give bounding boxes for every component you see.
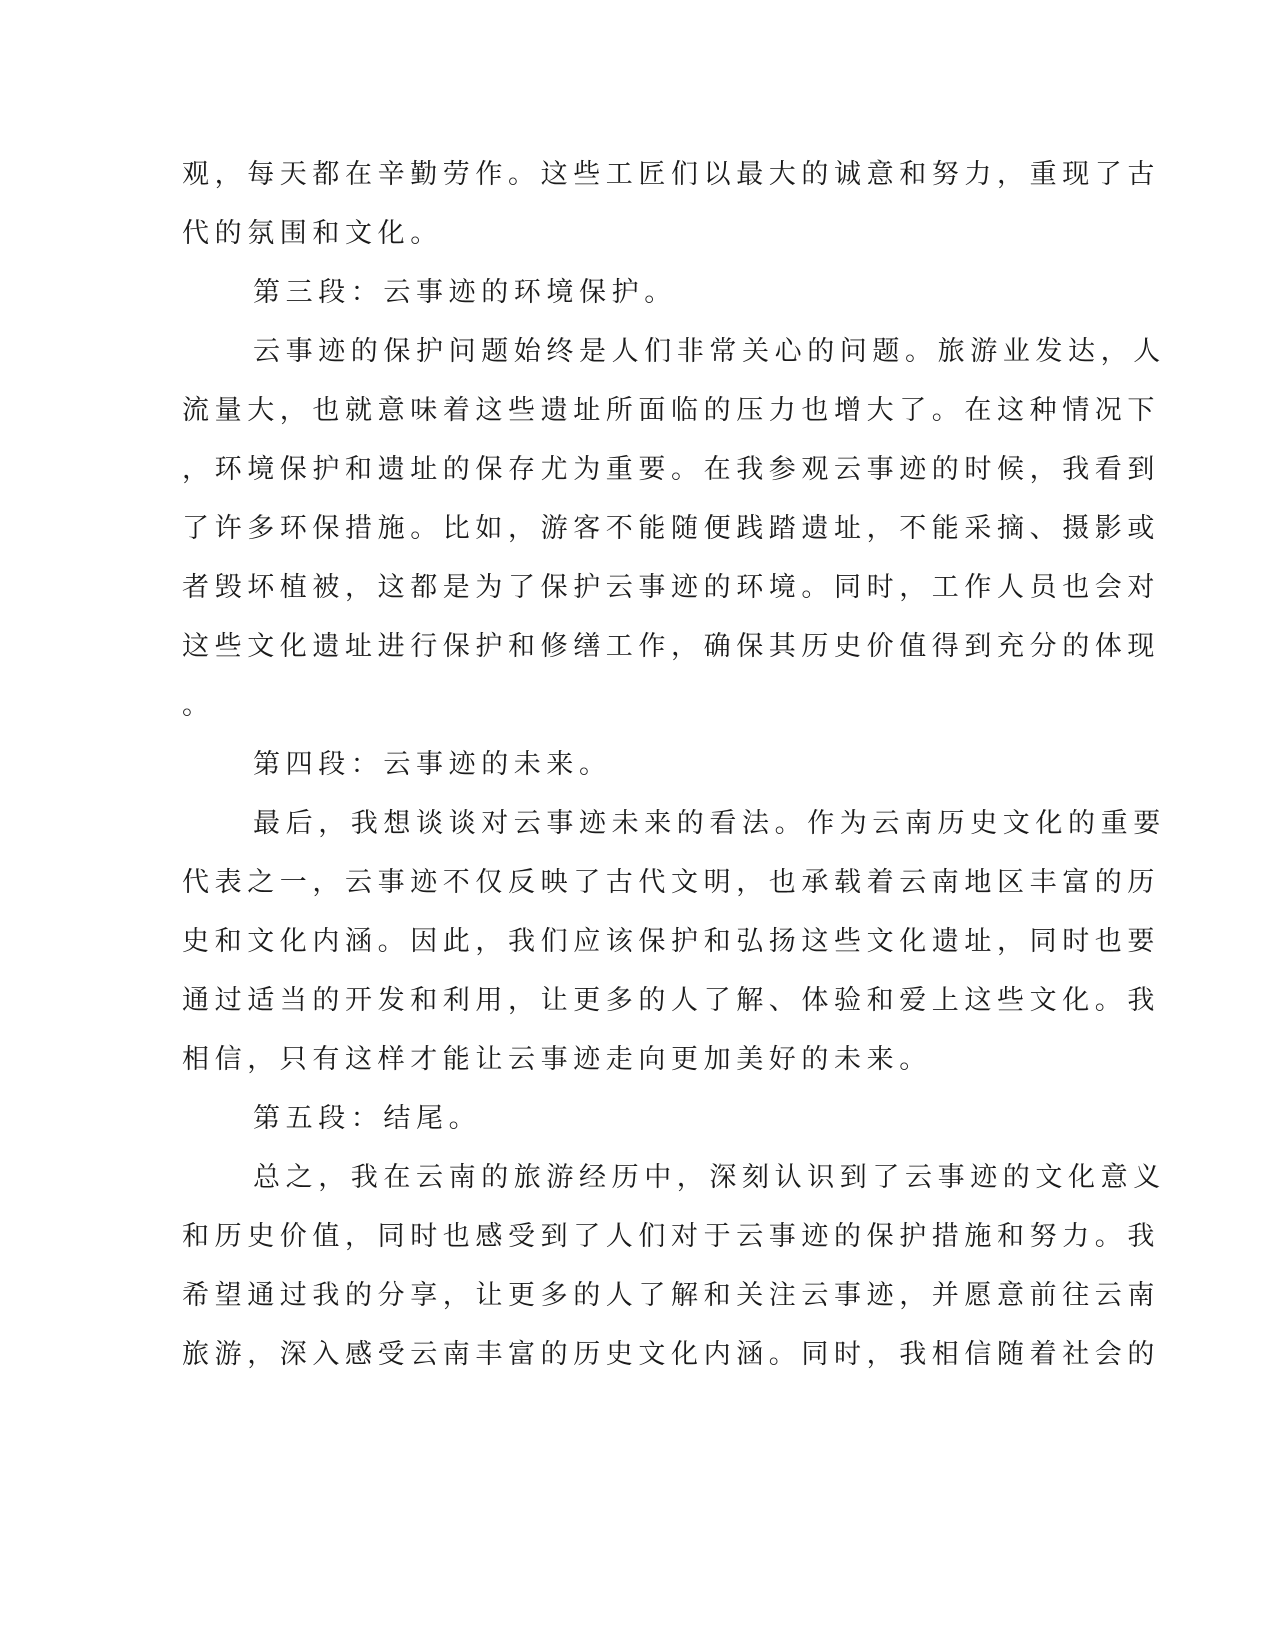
- text-line: 这些文化遗址进行保护和修缮工作，确保其历史价值得到充分的体现: [182, 631, 1160, 662]
- text-line: 史和文化内涵。因此，我们应该保护和弘扬这些文化遗址，同时也要: [182, 926, 1160, 957]
- text-line: ，环境保护和遗址的保存尤为重要。在我参观云事迹的时候，我看到: [182, 454, 1160, 485]
- text-line: 相信，只有这样才能让云事迹走向更加美好的未来。: [182, 1044, 932, 1075]
- text-line: 通过适当的开发和利用，让更多的人了解、体验和爱上这些文化。我: [182, 985, 1160, 1016]
- text-line: 和历史价值，同时也感受到了人们对于云事迹的保护措施和努力。我: [182, 1221, 1160, 1252]
- text-line: 云事迹的保护问题始终是人们非常关心的问题。旅游业发达，人: [253, 336, 1166, 367]
- document-body: [182, 159, 1166, 1399]
- text-line: 总之，我在云南的旅游经历中，深刻认识到了云事迹的文化意义: [253, 1162, 1166, 1193]
- text-line: 代的氛围和文化。: [182, 218, 443, 249]
- text-line: 旅游，深入感受云南丰富的历史文化内涵。同时，我相信随着社会的: [182, 1339, 1160, 1370]
- text-line: 观，每天都在辛勤劳作。这些工匠们以最大的诚意和努力，重现了古: [182, 159, 1160, 190]
- text-line: 第五段：结尾。: [253, 1103, 482, 1134]
- text-line: 流量大，也就意味着这些遗址所面临的压力也增大了。在这种情况下: [182, 395, 1160, 426]
- text-line: 第三段：云事迹的环境保护。: [253, 277, 677, 308]
- text-line: 最后，我想谈谈对云事迹未来的看法。作为云南历史文化的重要: [253, 808, 1166, 839]
- text-line: 者毁坏植被，这都是为了保护云事迹的环境。同时，工作人员也会对: [182, 572, 1160, 603]
- text-line: 了许多环保措施。比如，游客不能随便践踏遗址，不能采摘、摄影或: [182, 513, 1160, 544]
- text-line: 希望通过我的分享，让更多的人了解和关注云事迹，并愿意前往云南: [182, 1280, 1160, 1311]
- text-line: 第四段：云事迹的未来。: [253, 749, 612, 780]
- text-line: 代表之一，云事迹不仅反映了古代文明，也承载着云南地区丰富的历: [182, 867, 1160, 898]
- text-line: 。: [182, 690, 215, 721]
